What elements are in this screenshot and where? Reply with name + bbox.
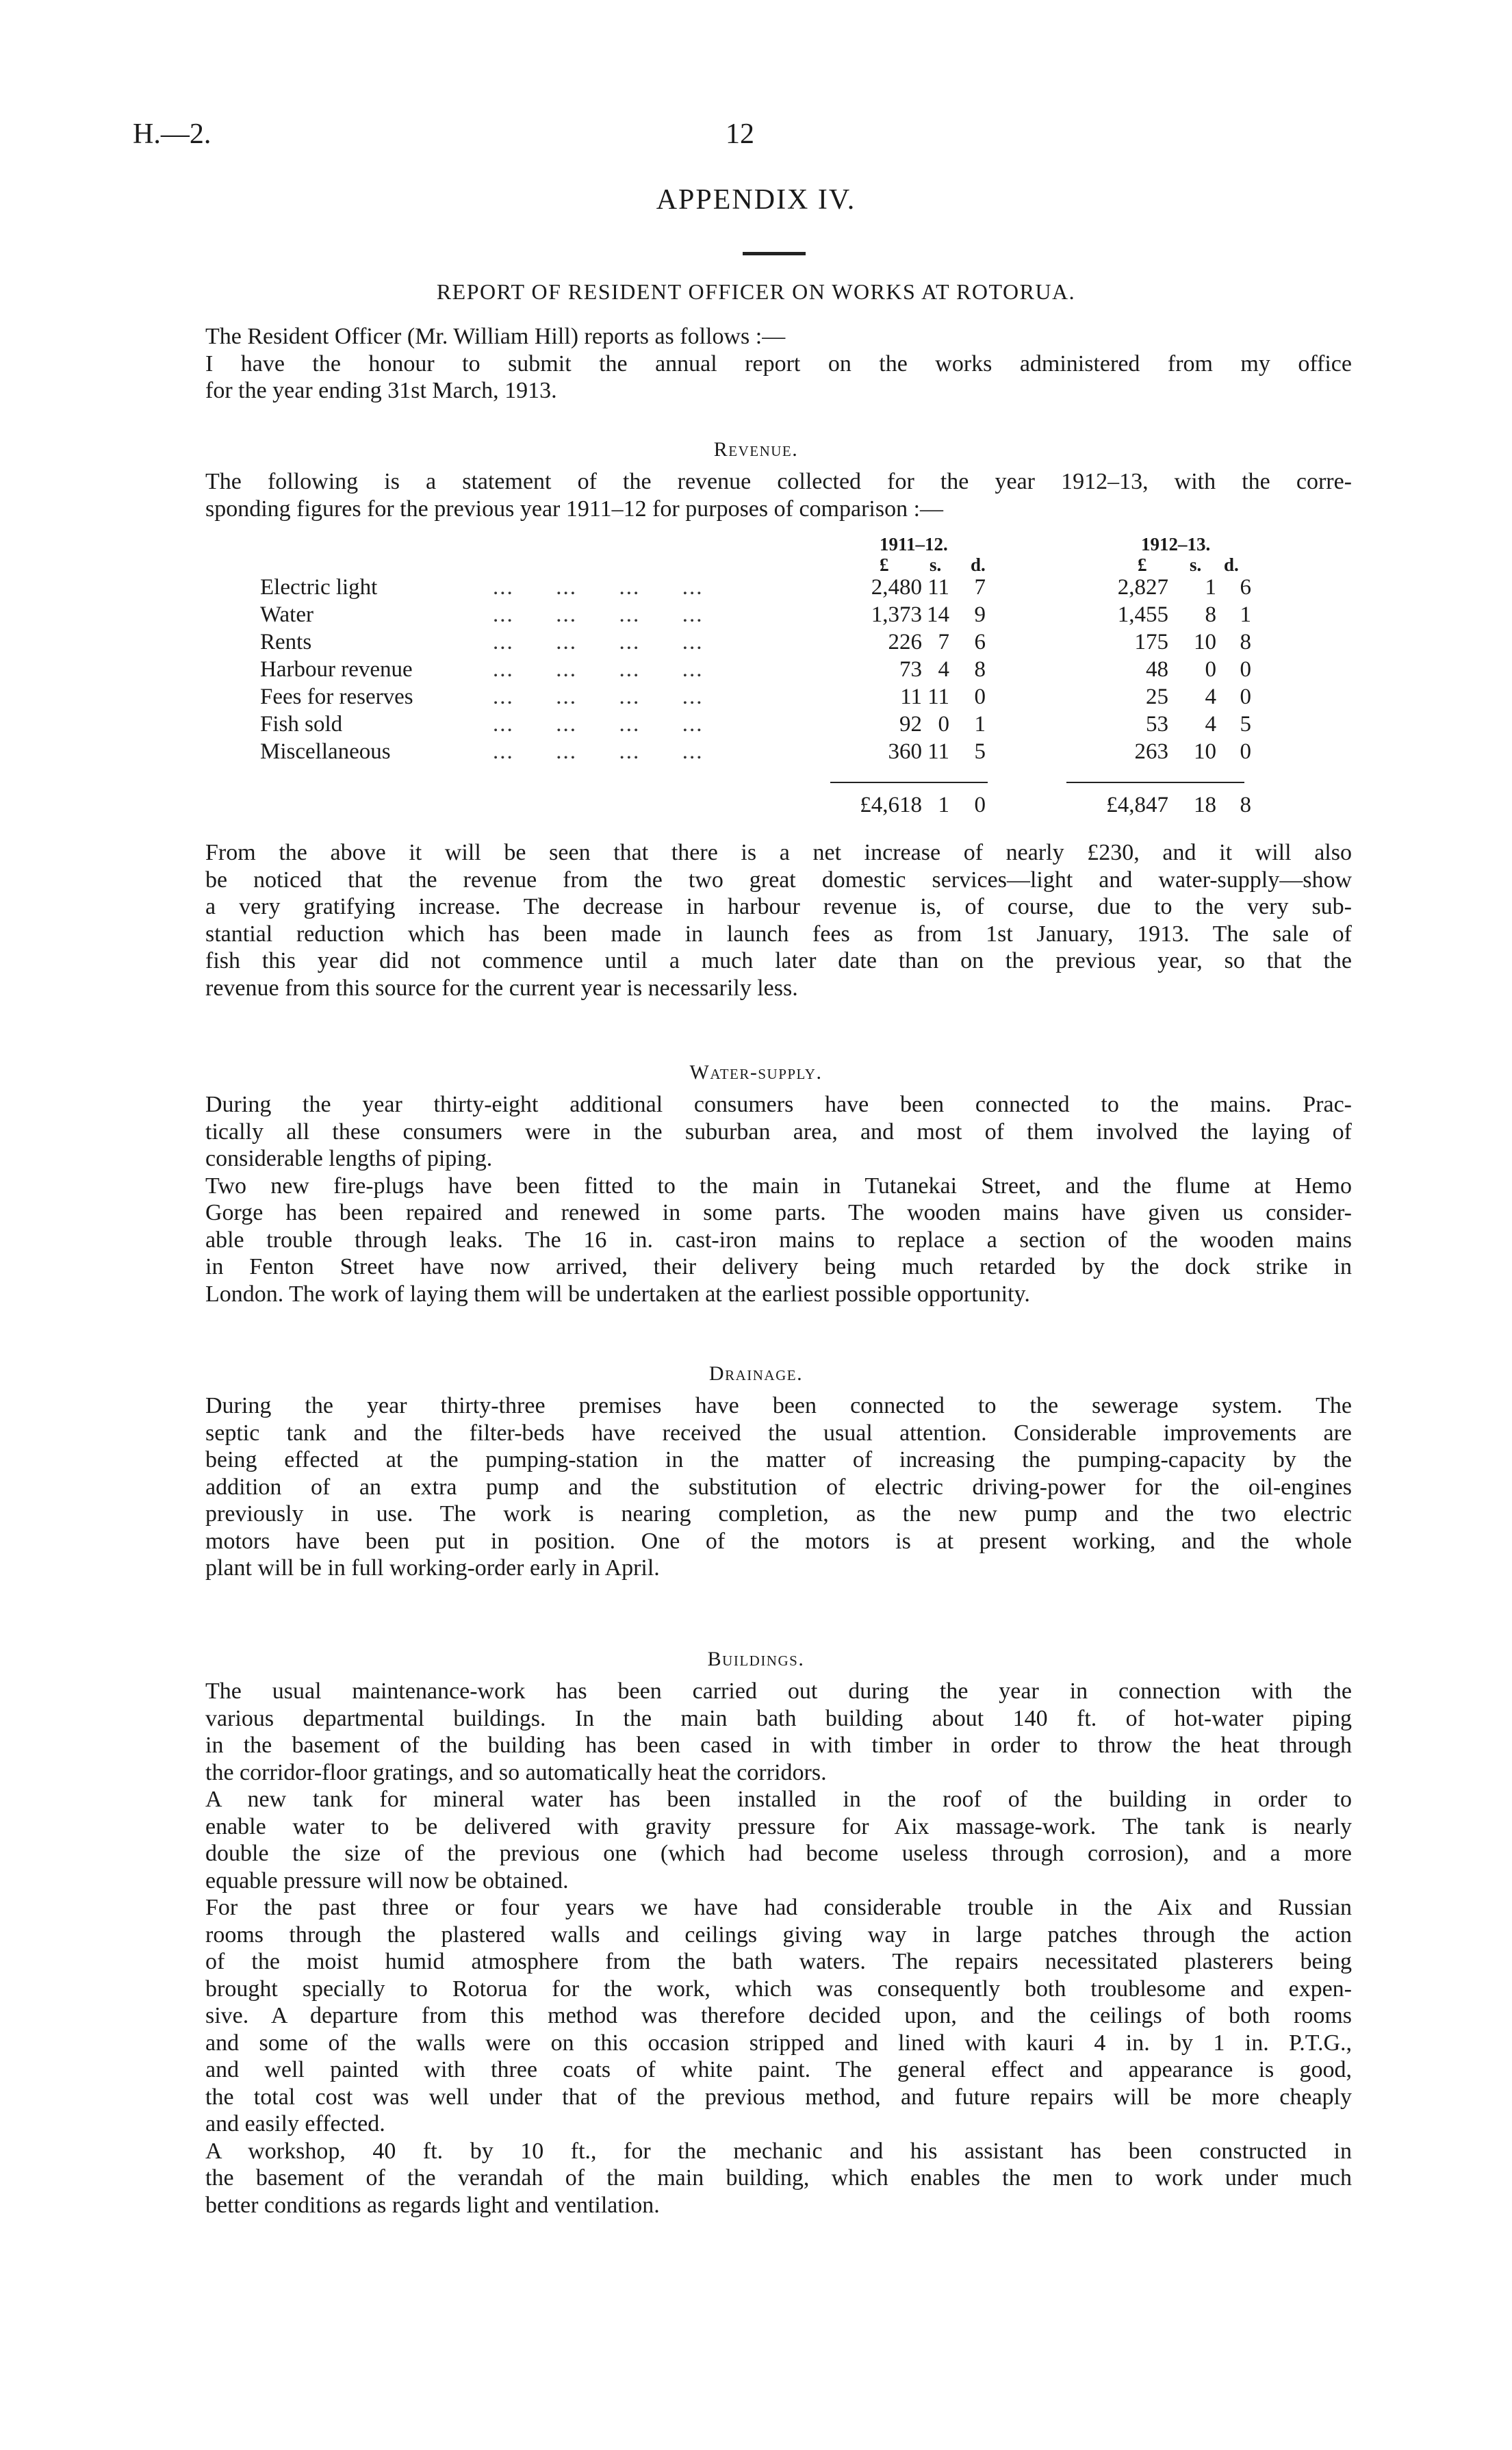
revenue-1912-pence: 0 (1240, 685, 1251, 709)
leader-dots: ... ... ... ... (493, 575, 704, 600)
text-line: motors have been put in position. One of the motors is at present working, and the whole (205, 1528, 1352, 1554)
revenue-1912-shillings: 1 (1205, 575, 1216, 600)
text-line: equable pressure will now be obtained. (205, 1867, 569, 1893)
text-line: better conditions as regards light and ventilation. (205, 2192, 660, 2218)
leader-dots: ... ... ... ... (493, 602, 704, 627)
leader-dots: ... ... ... ... (493, 657, 704, 682)
section-heading-revenue: Revenue. (713, 438, 799, 461)
text-line: addition of an extra pump and the substitution of electric driving-power for the oil-engines (205, 1474, 1352, 1500)
intro-section (205, 323, 1352, 405)
revenue-1911-pence: 0 (974, 685, 986, 709)
text-line: During the year thirty-three premises have been connected to the sewerage system. The (205, 1393, 1352, 1418)
revenue-1911-pounds: 360 (888, 739, 922, 764)
text-line: and easily effected. (205, 2111, 385, 2136)
revenue-1911-shillings: 14 (927, 602, 949, 627)
revenue-1911-pounds: 73 (899, 657, 922, 682)
text-line: double the size of the previous one (which had become useless through corrosion), and a more (205, 1841, 1352, 1866)
revenue-1912-shillings: 10 (1194, 630, 1216, 654)
leader-dots: ... ... ... ... (493, 712, 704, 737)
revenue-1911-pounds: 2,480 (871, 575, 922, 600)
text-line: various departmental buildings. In the main bath building about 140 ft. of hot-water piping (205, 1705, 1352, 1731)
text-line: plant will be in full working-order early in April. (205, 1555, 660, 1581)
text-line: stantial reduction which has been made in launch fees as from 1st January, 1913. The sale of (205, 921, 1352, 947)
text-line: Two new fire-plugs have been fitted to the main in Tutanekai Street, and the flume at Hemo (205, 1173, 1352, 1199)
leader-dots: ... ... ... ... (493, 630, 704, 654)
unit-pence: d. (971, 554, 986, 575)
appendix-title: APPENDIX IV. (656, 184, 856, 216)
revenue-total-row (260, 793, 1287, 820)
water-paragraph (205, 1091, 1352, 1307)
text-line: be noticed that the revenue from the two great domestic services—light and water-supply—show (205, 867, 1352, 893)
revenue-row (260, 602, 1287, 630)
page-number: 12 (726, 118, 754, 150)
revenue-row-label: Miscellaneous (260, 739, 391, 764)
text-line: a very gratifying increase. The decrease in harbour revenue is, of course, due to the very sub- (205, 894, 1352, 919)
text-line: London. The work of laying them will be undertaken at the earliest possible opportunity. (205, 1281, 1030, 1307)
revenue-1912-pounds: 263 (1134, 739, 1168, 764)
text-line: the basement of the verandah of the main building, which enables the men to work under much (205, 2165, 1352, 2191)
text-line: fish this year did not commence until a much later date than on the previous year, so that the (205, 948, 1352, 973)
revenue-1911-pounds: 1,373 (871, 602, 922, 627)
revenue-1912-pounds: 2,827 (1117, 575, 1168, 600)
unit-shillings: s. (1190, 554, 1202, 575)
text-line: in Fenton Street have now arrived, their delivery being much retarded by the dock strike in (205, 1254, 1352, 1279)
revenue-1912-pence: 6 (1240, 575, 1251, 600)
revenue-1911-pounds: 226 (888, 630, 922, 654)
year-header-1911: 1911–12. (880, 534, 948, 554)
unit-shillings: s. (930, 554, 942, 575)
text-line: of the moist humid atmosphere from the bath waters. The repairs necessitated plasterers being (205, 1949, 1352, 1974)
revenue-intro-line: sponding figures for the previous year 1911–12 for purposes of comparison :— (205, 496, 944, 522)
total-1911-shillings: 1 (938, 793, 949, 817)
revenue-1912-shillings: 8 (1205, 602, 1216, 627)
drainage-paragraph (205, 1392, 1352, 1582)
revenue-row (260, 739, 1287, 767)
text-line: being effected at the pumping-station in the matter of increasing the pumping-capacity by the (205, 1447, 1352, 1472)
text-line: septic tank and the filter-beds have received the usual attention. Considerable improvements are (205, 1420, 1352, 1446)
unit-pence: d. (1224, 554, 1239, 575)
text-line: The usual maintenance-work has been carried out during the year in connection with the (205, 1679, 1352, 1704)
text-line: the total cost was well under that of the previous method, and future repairs will be more cheaply (205, 2084, 1352, 2110)
text-line: Gorge has been repaired and renewed in some parts. The wooden mains have given us consider- (205, 1200, 1352, 1225)
revenue-1912-pence: 0 (1240, 739, 1251, 764)
revenue-1911-pence: 1 (974, 712, 986, 737)
revenue-1911-pence: 8 (974, 657, 986, 682)
revenue-1911-pence: 5 (974, 739, 986, 764)
leader-dots: ... ... ... ... (493, 685, 704, 709)
text-line: previously in use. The work is nearing completion, as the new pump and the two electric (205, 1501, 1352, 1527)
revenue-1912-pounds: 25 (1146, 685, 1168, 709)
text-line: able trouble through leaks. The 16 in. cast-iron mains to replace a section of the wooden mains (205, 1227, 1352, 1253)
revenue-1911-shillings: 0 (938, 712, 949, 737)
revenue-1912-pounds: 175 (1134, 630, 1168, 654)
revenue-row (260, 575, 1287, 602)
text-line: enable water to be delivered with gravity pressure for Aix massage-work. The tank is nearly (205, 1813, 1352, 1839)
title-rule (743, 252, 806, 255)
intro-line: for the year ending 31st March, 1913. (205, 378, 557, 403)
revenue-1912-shillings: 4 (1205, 712, 1216, 737)
revenue-1912-shillings: 4 (1205, 685, 1216, 709)
revenue-1911-pence: 7 (974, 575, 986, 600)
revenue-1911-pounds: 11 (900, 685, 922, 709)
intro-line: I have the honour to submit the annual report on the works administered from my office (205, 350, 1352, 377)
report-title: REPORT OF RESIDENT OFFICER ON WORKS AT ROTORUA. (436, 279, 1076, 304)
text-line: revenue from this source for the current year is necessarily less. (205, 975, 798, 1001)
revenue-1911-pounds: 92 (899, 712, 922, 737)
text-line: A workshop, 40 ft. by 10 ft., for the mechanic and his assistant has been constructed in (205, 2138, 1352, 2164)
revenue-intro (205, 468, 1352, 522)
revenue-row-label: Fish sold (260, 712, 343, 737)
text-line: From the above it will be seen that there is a net increase of nearly £230, and it will also (205, 840, 1352, 865)
leader-dots: ... ... ... ... (493, 739, 704, 764)
revenue-1911-shillings: 11 (927, 739, 949, 764)
text-line: A new tank for mineral water has been installed in the roof of the building in order to (205, 1787, 1352, 1812)
total-rule (1066, 782, 1244, 783)
revenue-row-label: Harbour revenue (260, 657, 413, 682)
revenue-paragraph (205, 839, 1352, 1001)
buildings-paragraph (205, 1678, 1352, 2219)
revenue-1912-shillings: 10 (1194, 739, 1216, 764)
section-heading-buildings: Buildings. (707, 1648, 805, 1670)
unit-pound: £ (880, 554, 889, 575)
revenue-1911-shillings: 4 (938, 657, 949, 682)
text-line: the corridor-floor gratings, and so automatically heat the corridors. (205, 1759, 827, 1785)
year-header-1912: 1912–13. (1141, 534, 1211, 554)
revenue-1912-pence: 5 (1240, 712, 1251, 737)
revenue-1912-pounds: 53 (1146, 712, 1168, 737)
revenue-1911-pence: 6 (974, 630, 986, 654)
revenue-row (260, 630, 1287, 657)
text-line: and some of the walls were on this occasion stripped and lined with kauri 4 in. by 1 in. P.T.G., (205, 2030, 1352, 2056)
intro-line: The Resident Officer (Mr. William Hill) reports as follows :— (205, 324, 786, 349)
revenue-row-label: Electric light (260, 575, 378, 600)
text-line: and well painted with three coats of white paint. The general effect and appearance is good, (205, 2057, 1352, 2082)
revenue-1912-pence: 1 (1240, 602, 1251, 627)
total-1911-pence: 0 (974, 793, 986, 817)
total-1912-pence: 8 (1240, 793, 1251, 817)
unit-pound: £ (1138, 554, 1147, 575)
revenue-row-label: Fees for reserves (260, 685, 413, 709)
revenue-1912-shillings: 0 (1205, 657, 1216, 682)
section-heading-water-supply: Water-supply. (689, 1061, 823, 1084)
revenue-intro-line: The following is a statement of the revenue collected for the year 1912–13, with the corre- (205, 469, 1352, 494)
revenue-1911-shillings: 11 (927, 575, 949, 600)
text-line: For the past three or four years we have had considerable trouble in the Aix and Russian (205, 1895, 1352, 1920)
document-reference: H.—2. (133, 118, 212, 150)
revenue-row-label: Rents (260, 630, 312, 654)
revenue-1911-pence: 9 (974, 602, 986, 627)
revenue-1911-shillings: 7 (938, 630, 949, 654)
revenue-1912-pence: 8 (1240, 630, 1251, 654)
text-line: brought specially to Rotorua for the work, which was consequently both troublesome and expen- (205, 1976, 1352, 2002)
text-line: tically all these consumers were in the suburban area, and most of them involved the laying of (205, 1119, 1352, 1145)
text-line: considerable lengths of piping. (205, 1146, 493, 1171)
total-rule (830, 782, 988, 783)
revenue-1911-shillings: 11 (927, 685, 949, 709)
text-line: sive. A departure from this method was therefore decided upon, and the ceilings of both rooms (205, 2003, 1352, 2028)
text-line: rooms through the plastered walls and ceilings giving way in large patches through the action (205, 1922, 1352, 1948)
total-1912-shillings: 18 (1194, 793, 1216, 817)
text-line: During the year thirty-eight additional consumers have been connected to the mains. Prac- (205, 1092, 1352, 1117)
revenue-row (260, 712, 1287, 739)
revenue-1912-pounds: 1,455 (1117, 602, 1168, 627)
revenue-row (260, 685, 1287, 712)
revenue-row-label: Water (260, 602, 313, 627)
section-heading-drainage: Drainage. (708, 1362, 804, 1385)
revenue-row (260, 657, 1287, 685)
revenue-1912-pence: 0 (1240, 657, 1251, 682)
text-line: in the basement of the building has been cased in with timber in order to throw the heat through (205, 1733, 1352, 1758)
total-1911-pounds: £4,618 (860, 793, 922, 817)
total-1912-pounds: £4,847 (1106, 793, 1168, 817)
revenue-1912-pounds: 48 (1146, 657, 1168, 682)
